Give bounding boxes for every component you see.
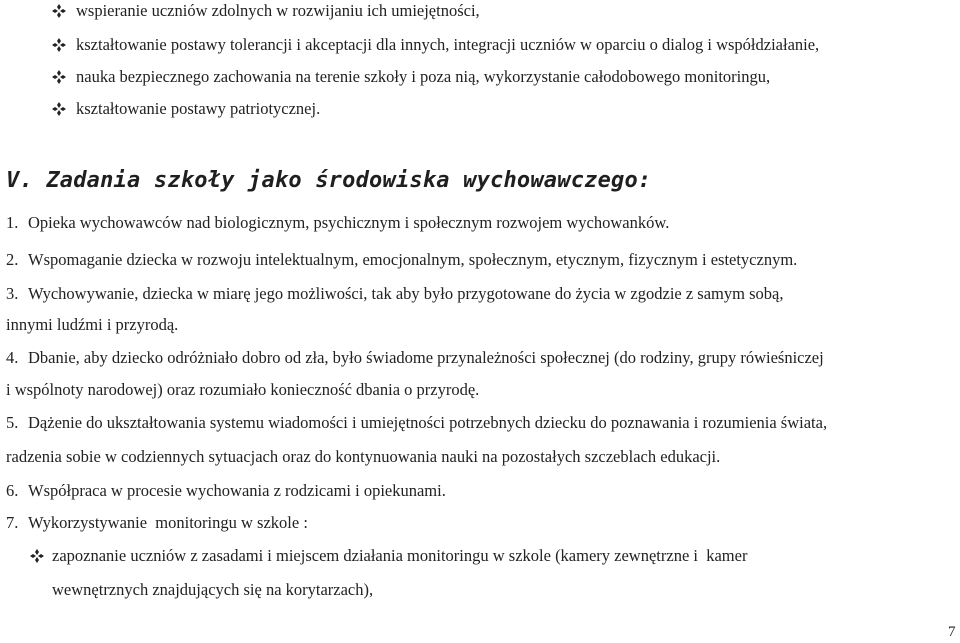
item-text: Dbanie, aby dziecko odróżniało dobro od zła, było świadome przynależności społecznej (do rodziny, grupy rówieśniczej: [28, 348, 824, 367]
item-number: 5.: [6, 413, 19, 432]
item-text: Wychowywanie, dziecka w miarę jego możliwości, tak aby było przygotowane do życia w zgodzie z samym sobą,: [28, 284, 784, 303]
bullet-text: kształtowanie postawy tolerancji i akceptacji dla innych, integracji uczniów w oparciu o dialog i współdziałanie,: [76, 35, 820, 54]
item-text-continuation: i wspólnoty narodowej) oraz rozumiało konieczność dbania o przyrodę.: [6, 380, 480, 399]
page-number: 7: [948, 624, 956, 640]
sub-bullet-text-continuation: wewnętrznych znajdujących się na korytarzach),: [52, 580, 374, 599]
diamond-bullet-icon: [52, 70, 66, 84]
item-text-continuation: innymi ludźmi i przyrodą.: [6, 315, 179, 334]
diamond-bullet-icon: [52, 102, 66, 116]
bullet-text: wspieranie uczniów zdolnych w rozwijaniu ich umiejętności,: [76, 1, 480, 20]
section-heading: V. Zadania szkoły jako środowiska wychowawczego:: [6, 168, 652, 193]
item-number: 3.: [6, 284, 19, 303]
item-text: Opieka wychowawców nad biologicznym, psychicznym i społecznym rozwojem wychowanków.: [28, 213, 670, 232]
item-text: Wspomaganie dziecka w rozwoju intelektualnym, emocjonalnym, społecznym, etycznym, fizycznym i estetycznym.: [28, 250, 798, 269]
item-text: Wykorzystywanie monitoringu w szkole :: [28, 513, 308, 532]
diamond-bullet-icon: [30, 549, 44, 563]
item-number: 1.: [6, 213, 19, 232]
item-number: 4.: [6, 348, 19, 367]
bullet-text: kształtowanie postawy patriotycznej.: [76, 99, 321, 118]
diamond-bullet-icon: [52, 4, 66, 18]
sub-bullet-text: zapoznanie uczniów z zasadami i miejscem działania monitoringu w szkole (kamery zewnętrzne i kamer: [52, 546, 748, 565]
diamond-bullet-icon: [52, 38, 66, 52]
item-number: 6.: [6, 481, 19, 500]
item-text: Współpraca w procesie wychowania z rodzicami i opiekunami.: [28, 481, 446, 500]
item-text: Dążenie do ukształtowania systemu wiadomości i umiejętności potrzebnych dziecku do poznawania i rozumienia świata,: [28, 413, 828, 432]
bullet-text: nauka bezpiecznego zachowania na terenie szkoły i poza nią, wykorzystanie całodobowego monitoringu,: [76, 67, 771, 86]
item-number: 2.: [6, 250, 19, 269]
item-number: 7.: [6, 513, 19, 532]
item-text-continuation: radzenia sobie w codziennych sytuacjach oraz do kontynuowania nauki na pozostałych szczeblach edukacji.: [6, 447, 721, 466]
